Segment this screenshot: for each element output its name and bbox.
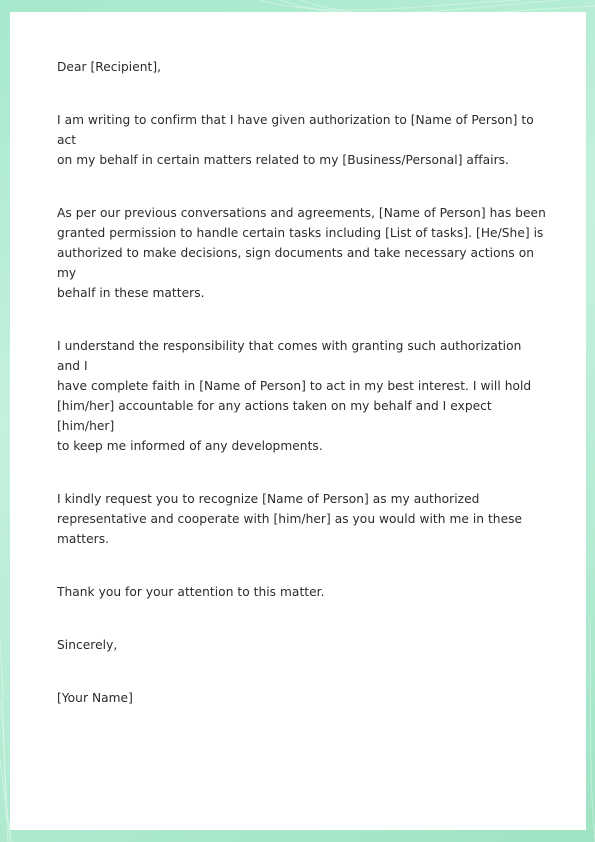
closing: Sincerely, [57,638,118,652]
letter-page [10,12,586,830]
paragraph-responsibility: I understand the responsibility that comes with granting such authorization and I have complete faith in [Name of Person] to act in my best interest. I will hold [him/her] accountable for any actions taken on my behalf and I expect [him/her] to keep me informed of any developments. [57,339,532,453]
paragraph-request: I kindly request you to recognize [Name of Person] as my authorized representative and cooperate with [him/her] as you would with me in these matters. [57,492,523,546]
paragraph-permissions: As per our previous conversations and agreements, [Name of Person] has been granted permission to handle certain tasks including [List of tasks]. [He/She] is authorized to make decisions, sign documents and take necessary actions on my behalf in these matters. [57,206,546,300]
salutation: Dear [Recipient], [57,60,162,74]
paragraph-authorization: I am writing to confirm that I have given authorization to [Name of Person] to act on my behalf in certain matters related to my [Business/Personal] affairs. [57,113,534,167]
paragraph-thanks: Thank you for your attention to this matter. [57,585,325,599]
signature-name: [Your Name] [57,691,133,705]
